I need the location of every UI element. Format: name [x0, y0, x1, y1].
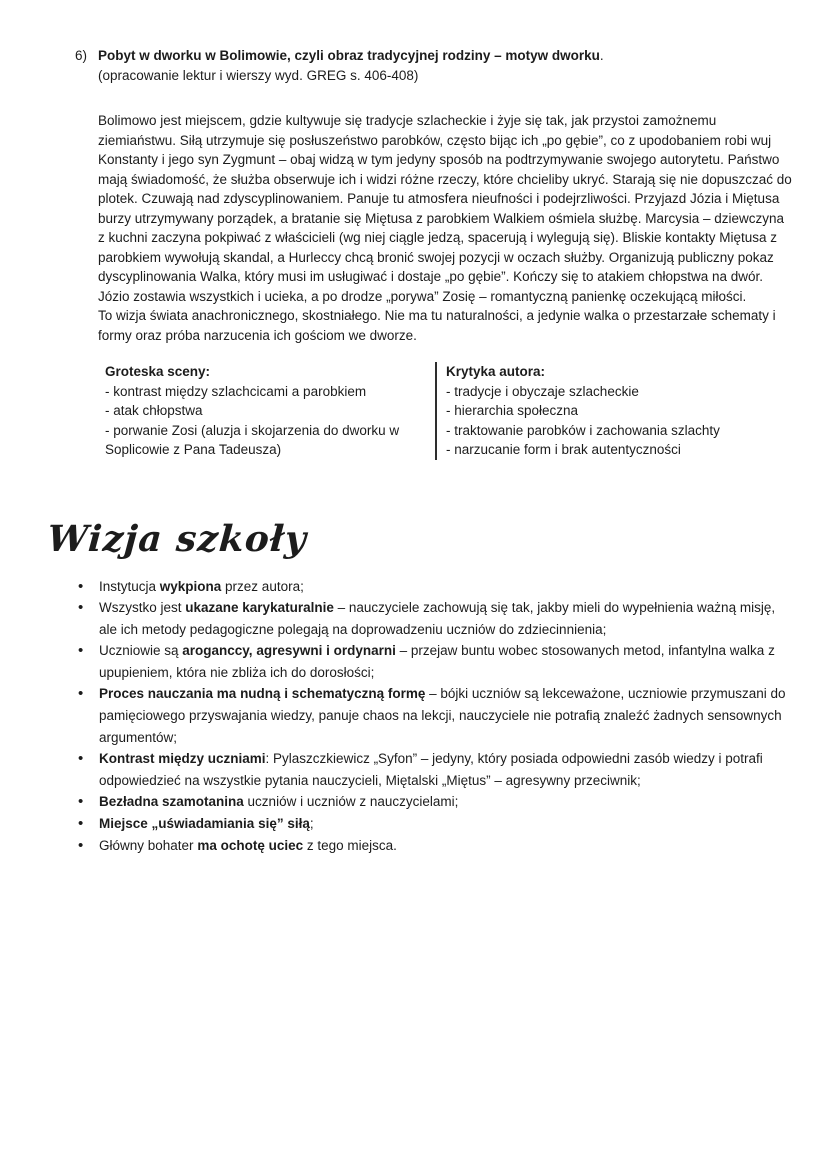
text-segment: ma ochotę uciec — [197, 837, 304, 853]
comparison-table — [105, 362, 755, 460]
table-cell-line: - porwanie Zosi (aluzja i skojarzenia do dworku w Soplicowie z Pana Tadeusza) — [105, 422, 400, 457]
bullet-list — [0, 576, 792, 857]
conclusion-paragraph: To wizja świata anachronicznego, skostniałego. Nie ma tu naturalności, a jedynie walka o przestarzałe schematy i formy oraz próba narzucenia ich gościom we dworze. — [98, 308, 776, 343]
text-segment: Proces nauczania ma nudną i schematyczną formę — [99, 686, 426, 702]
text-segment: Bezładna szamotanina — [99, 794, 244, 810]
table-cell-line: - narzucanie form i brak autentyczności — [446, 442, 681, 457]
column-header-krytyka: Krytyka autora: — [446, 364, 546, 379]
text-segment: przez autora; — [221, 578, 304, 594]
table-cell-line: - kontrast między szlachcicami a parobkiem — [105, 383, 367, 399]
text-segment: Miejsce „uświadamiania się” siłą — [99, 816, 310, 832]
comparison-column-krytyka — [435, 362, 755, 460]
table-cell-line: - hierarchia społeczna — [446, 403, 579, 418]
text-segment: uczniów i uczniów z nauczycielami; — [243, 794, 459, 810]
comparison-column-groteska — [105, 362, 435, 460]
text-segment: – przejaw buntu wobec stosowanych metod, infantylna walka z upupieniem, która nie zbliża ich do dorosłości; — [99, 643, 775, 680]
list-item — [99, 683, 792, 748]
text-segment: Kontrast między uczniami — [99, 751, 266, 767]
table-cell-line: - atak chłopstwa — [105, 403, 203, 418]
column-items-krytyka — [446, 382, 755, 460]
list-item — [99, 576, 792, 598]
list-item — [99, 835, 792, 857]
column-items-groteska — [105, 382, 435, 460]
section-heading — [75, 46, 790, 85]
list-item — [99, 597, 792, 640]
text-segment: wykpiona — [159, 578, 222, 594]
section-title-period: . — [599, 48, 604, 63]
table-cell-line: - tradycje i obyczaje szlacheckie — [446, 383, 639, 399]
section-number: 6) — [75, 48, 88, 63]
list-item — [99, 791, 792, 813]
list-item — [99, 748, 792, 791]
summary-paragraph: Bolimowo jest miejscem, gdzie kultywuje się tradycje szlacheckie i żyje się tak, jak przystoi zamożnemu ziemiaństwu. Siłą utrzymuje się posłuszeństwo parobków, często bijąc ich „po gębie”, co z upodobaniem robi wuj Konstanty i jego syn Zygmunt – obaj widzą w tym jedyny sposób na podtrzymywanie swojego autorytetu. Państwo mają świadomość, że służba obserwuje ich i widzi różne rzeczy, które chcieliby ukryć. Starają się nie dopuszczać do plotek. Czuwają nad zdyscyplinowaniem. Panuje tu atmosfera nieufności i podejrzliwości. Przyjazd Józia i Miętusa burzy utrzymywany porządek, a bratanie się Miętusa z parobkiem Walkiem ośmiela służbę. Marcysia – dziewczyna z kuchni zaczyna pokpiwać z właścicieli (wg niej ciągle jedzą, spacerują i wylegują się). Bliskie kontakty Miętusa z parobkiem wywołują skandal, a Hurleccy chcą bronić swojej pozycji w oczach służby. Organizują publiczny pokaz dyscyplinowania Walka, który musi im usługiwać i dostaje „po gębie”. Kończy się to atakiem chłopstwa na dwór. Józio zostawia wszystkich i ucieka, a po drodze „porywa” Zosię – romantyczną panienkę oczekującą miłości. — [98, 113, 792, 304]
list-item — [99, 813, 792, 835]
text-segment: Instytucja — [99, 578, 160, 594]
text-segment: – bójki uczniów są lekceważone, uczniowie przymuszani do pamięciowego przyswajania wiedzy, panuje chaos na lekcji, nauczyciele nie potrafią znaleźć żadnych sensownych argumentów; — [99, 686, 786, 745]
text-segment: Uczniowie są — [99, 643, 183, 659]
text-segment: Wszystko jest — [99, 600, 186, 616]
list-item — [99, 640, 792, 683]
column-header-groteska: Groteska sceny: — [105, 364, 211, 379]
text-segment: ukazane karykaturalnie — [185, 600, 334, 616]
text-segment: – nauczyciele zachowują się tak, jakby mieli do wypełnienia ważną misję, ale ich metody pedagogiczne polegają na doprowadzeniu uczniów do zdziecinnienia; — [99, 600, 776, 637]
table-cell-line: - traktowanie parobków i zachowania szlachty — [446, 422, 720, 438]
text-segment: : Pylaszczkiewicz „Syfon” – jedyny, który posiada odpowiedni zasób wiedzy i potrafi odpowiedzieć na wszystkie pytania nauczycieli, Miętalski „Miętus” – agresywny przeciwnik; — [99, 751, 763, 788]
section-subtitle: (opracowanie lektur i wierszy wyd. GREG s. 406-408) — [98, 67, 419, 83]
text-segment: z tego miejsca. — [303, 837, 397, 853]
section-title-block — [98, 46, 790, 85]
handwritten-section-heading: Wizja szkoły — [46, 517, 309, 560]
section-title: Pobyt w dworku w Bolimowie, czyli obraz tradycyjnej rodziny – motyw dworku — [98, 48, 600, 63]
text-segment: Główny bohater — [99, 837, 198, 853]
text-segment: ; — [309, 816, 314, 832]
section-title-line — [98, 46, 790, 66]
text-segment: aroganccy, agresywni i ordynarni — [182, 643, 396, 659]
